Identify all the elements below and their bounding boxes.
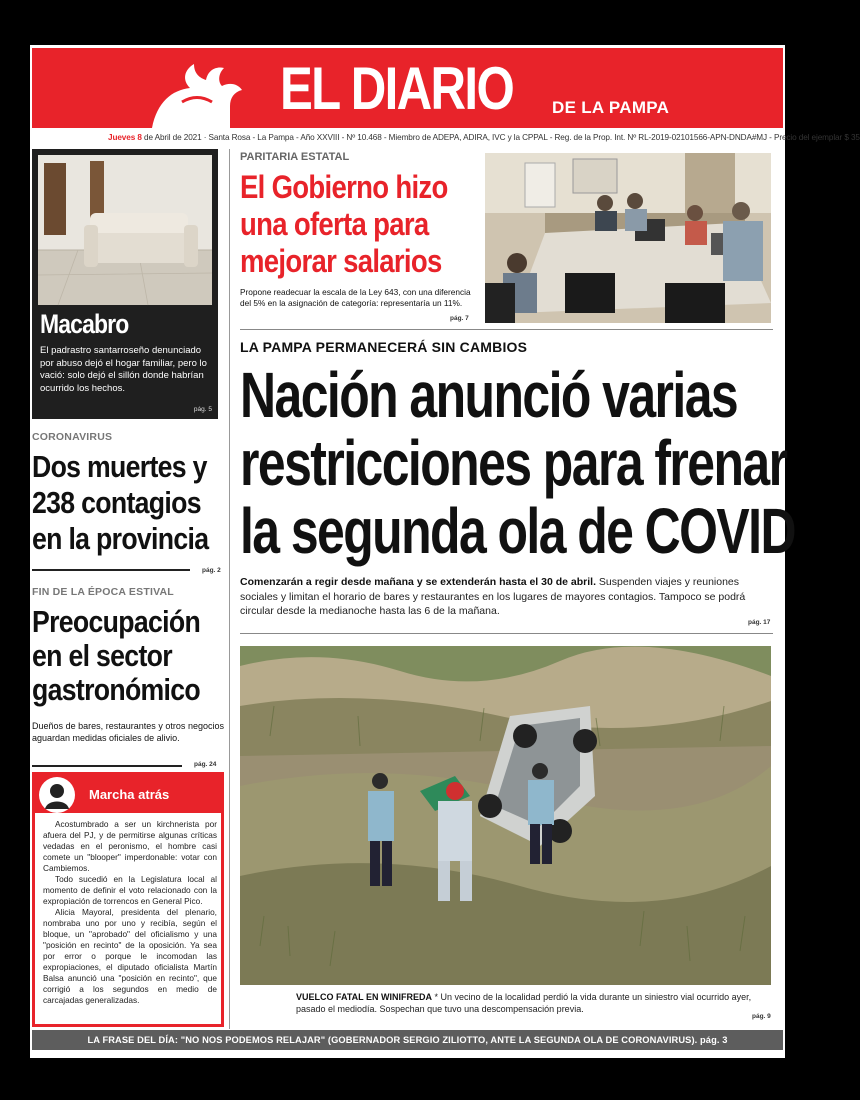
meeting-room-photo <box>485 153 771 323</box>
paritaria-headline-line: una oferta para <box>240 206 429 242</box>
paritaria-headline-line: El Gobierno hizo <box>240 169 448 205</box>
divider <box>32 569 190 571</box>
dateline-text: de Abril de 2021 · Santa Rosa - La Pampa - Año XXVIII - Nº 10.468 - Miembro de ADEPA, ADIRA, IVC y la CPPAL - Reg. de la Prop. Int. Nº RL-2019-02101566-APN-DNDA#MJ - Precio del ejemplar $ 35 <box>141 133 860 142</box>
divider <box>240 633 773 634</box>
gastronomia-headline-line: en el sector <box>32 638 172 673</box>
coronavirus-headline-line: Dos muertes y <box>32 449 207 484</box>
main-kicker: LA PAMPA PERMANECERÁ SIN CAMBIOS <box>240 339 528 355</box>
marcha-atras-label: Marcha atrás <box>89 787 170 802</box>
marcha-paragraph: Todo sucedió en la Legislatura local al momento de definir el voto relacionado con la expropiación de torrencos en General Pico. <box>43 874 217 906</box>
macabro-text: El padrastro santarroseño denunciado por abuso dejó el hogar familiar, pero lo vació: solo dejó el sillón donde habrían ocurrido los hechos. <box>40 345 207 394</box>
photo-caption <box>296 992 774 1015</box>
coronavirus-kicker: CORONAVIRUS <box>32 431 113 443</box>
column-separator <box>229 149 230 1029</box>
main-headline-line: Nación anunció varias <box>240 359 738 431</box>
paritaria-headline[interactable] <box>240 169 448 280</box>
newspaper-subtitle: DE LA PAMPA <box>552 98 670 117</box>
coronavirus-headline-line: en la provincia <box>32 521 209 556</box>
main-lede-text: Suspenden viajes y reuniones sociales y limitan el horario de bares y restaurantes en los lugares de mayores contagios. Tampoco se podrá circular desde la medianoche hasta las 6 de la mañana. <box>240 576 746 617</box>
bird-logo-icon <box>142 62 242 128</box>
paritaria-summary: Propone readecuar la escala de la Ley 643, con una diferencia del 5% en la asignación de categoría: representaría un 11%. <box>240 287 471 308</box>
macabro-headline: Macabro <box>40 309 129 339</box>
gastronomia-headline-line: gastronómico <box>32 672 201 707</box>
overturned-car-photo <box>240 646 771 985</box>
main-headline-line: restricciones para frenar <box>240 427 787 499</box>
marcha-atras-body <box>43 819 217 1006</box>
gastronomia-headline-line: Preocupación <box>32 604 201 639</box>
main-page-ref: pág. 17 <box>748 619 771 626</box>
marcha-paragraph: Acostumbrado a ser un kirchnerista por afuera del PJ, y de permitirse algunas críticas vedadas en el peronismo, el hombre casi comete un "blooper" imperdonable: votar con Cambiemos. <box>43 819 217 873</box>
paritaria-headline-line: mejorar salarios <box>240 243 442 279</box>
newspaper-front-page <box>30 45 860 1058</box>
sofa-room-photo <box>38 155 212 305</box>
marcha-atras-box[interactable] <box>32 772 224 1027</box>
gastronomia-kicker: FIN DE LA ÉPOCA ESTIVAL <box>32 586 174 598</box>
photo-caption-text: * Un vecino de la localidad perdió la vida durante un siniestro vial ocurrido ayer, pasado el mediodía. Sospechan que tuvo una descompensación previa. <box>296 992 752 1014</box>
newspaper-title: EL DIARIO <box>280 55 514 122</box>
caricature-logo-icon <box>39 777 75 813</box>
coronavirus-headline-line: 238 contagios <box>32 485 201 520</box>
paritaria-page-ref: pág. 7 <box>450 315 469 322</box>
masthead <box>32 48 783 128</box>
photo-caption-bold: VUELCO FATAL EN WINIFREDA <box>296 992 432 1002</box>
quote-of-the-day-bar: LA FRASE DEL DÍA: "NO NOS PODEMOS RELAJAR" (GOBERNADOR SERGIO ZILIOTTO, ANTE LA SEGUNDA OLA DE CORONAVIRUS). pág. 3 <box>32 1030 783 1050</box>
marcha-atras-header <box>35 775 221 813</box>
divider <box>32 765 182 767</box>
main-lede-bold: Comenzarán a regir desde mañana y se extenderán hasta el 30 de abril. <box>240 576 596 588</box>
photo-page-ref: pág. 9 <box>752 1013 771 1020</box>
dateline-day: Jueves 8 <box>108 133 142 142</box>
main-lede <box>240 575 773 619</box>
dateline <box>108 133 860 142</box>
macabro-page-ref: pág. 5 <box>193 406 212 413</box>
main-headline-line: la segunda ola de COVID <box>240 495 795 567</box>
paritaria-kicker: PARITARIA ESTATAL <box>240 151 350 163</box>
coronavirus-page-ref: pág. 2 <box>202 567 221 574</box>
main-headline[interactable] <box>240 361 795 565</box>
gastronomia-page-ref: pág. 24 <box>194 761 217 768</box>
macabro-story[interactable] <box>32 149 218 419</box>
gastronomia-headline[interactable] <box>32 605 200 707</box>
coronavirus-headline[interactable] <box>32 449 208 557</box>
gastronomia-summary: Dueños de bares, restaurantes y otros negocios aguardan medidas oficiales de alivio. <box>32 721 224 743</box>
divider <box>240 329 773 330</box>
marcha-paragraph: Alicia Mayoral, presidenta del plenario, nombraba uno por uno y recibía, según el bloque, un "aprobado" del oficialismo y una "posición en recinto" de la oposición. Ya sea por error o porque le incomodan las expropiaciones, el diputado oficialista Martín Balsa anunció una "posición en recinto", que corrigió a los segundos en medio de carcajadas generalizadas. <box>43 907 217 1005</box>
